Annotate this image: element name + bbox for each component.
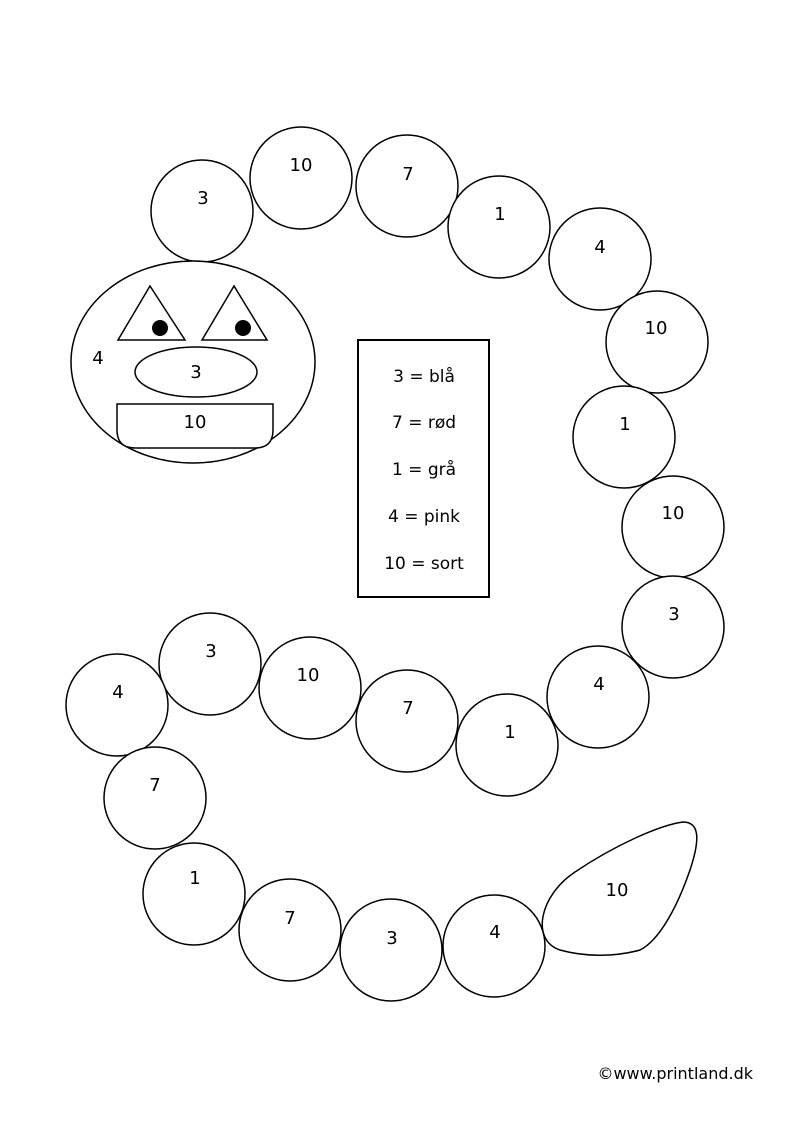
body-segment-circle[interactable] xyxy=(340,899,442,1001)
body-segment-circle[interactable] xyxy=(239,879,341,981)
body-segment-circle[interactable] xyxy=(573,386,675,488)
body-segment-circle[interactable] xyxy=(159,613,261,715)
body-segment-number: 7 xyxy=(402,698,414,719)
right-eye-pupil xyxy=(235,320,251,336)
body-segment-number: 4 xyxy=(112,682,124,703)
nose-number: 3 xyxy=(190,362,202,383)
body-segment-circle[interactable] xyxy=(143,843,245,945)
left-eye-pupil xyxy=(152,320,168,336)
body-segment-number: 1 xyxy=(619,414,631,435)
mouth-number: 10 xyxy=(183,412,207,433)
legend-item: 1 = grå xyxy=(391,460,457,480)
body-segment-number: 3 xyxy=(668,604,680,625)
body-segment-circle[interactable] xyxy=(66,654,168,756)
legend-item: 3 = blå xyxy=(393,367,455,387)
body-segment-circle[interactable] xyxy=(151,160,253,262)
tail-number: 10 xyxy=(605,880,629,901)
body-segment-circle[interactable] xyxy=(622,476,724,578)
body-segment-circle[interactable] xyxy=(622,576,724,678)
body-segment-number: 1 xyxy=(189,868,201,889)
body-segment-number: 10 xyxy=(644,318,668,339)
body-segment-circle[interactable] xyxy=(547,646,649,748)
legend-item: 4 = pink xyxy=(387,507,461,527)
body-segment-number: 4 xyxy=(489,922,501,943)
body-segment-circle[interactable] xyxy=(250,127,352,229)
body-segment-number: 7 xyxy=(402,164,414,185)
worm-head xyxy=(71,261,315,463)
body-segment-number: 1 xyxy=(494,204,506,225)
body-segment-number: 3 xyxy=(205,641,217,662)
legend-item: 10 = sort xyxy=(384,554,464,574)
body-segment-number: 4 xyxy=(594,237,606,258)
body-segment-circle[interactable] xyxy=(606,291,708,393)
body-segment-circle[interactable] xyxy=(259,637,361,739)
body-segment-circle[interactable] xyxy=(443,895,545,997)
body-segment-circle[interactable] xyxy=(104,747,206,849)
body-segment-circle[interactable] xyxy=(448,176,550,278)
body-segment-number: 3 xyxy=(386,928,398,949)
body-segment-number: 10 xyxy=(661,503,685,524)
body-segment-circle[interactable] xyxy=(549,208,651,310)
copyright-credit: ©www.printland.dk xyxy=(597,1064,753,1083)
body-segment-number: 4 xyxy=(593,674,605,695)
body-segment-circle[interactable] xyxy=(356,670,458,772)
color-legend xyxy=(358,340,489,597)
body-segment-number: 10 xyxy=(296,665,320,686)
legend-item: 7 = rød xyxy=(391,413,457,433)
worm-tail xyxy=(542,822,697,955)
body-segment-number: 7 xyxy=(149,775,161,796)
body-segment-circle[interactable] xyxy=(456,694,558,796)
head-cheek-number: 4 xyxy=(92,348,104,369)
body-segment-number: 10 xyxy=(289,155,313,176)
body-segment-number: 1 xyxy=(504,722,516,743)
body-segment-number: 7 xyxy=(284,908,296,929)
body-segment-number: 3 xyxy=(197,188,209,209)
body-segment-circle[interactable] xyxy=(356,135,458,237)
